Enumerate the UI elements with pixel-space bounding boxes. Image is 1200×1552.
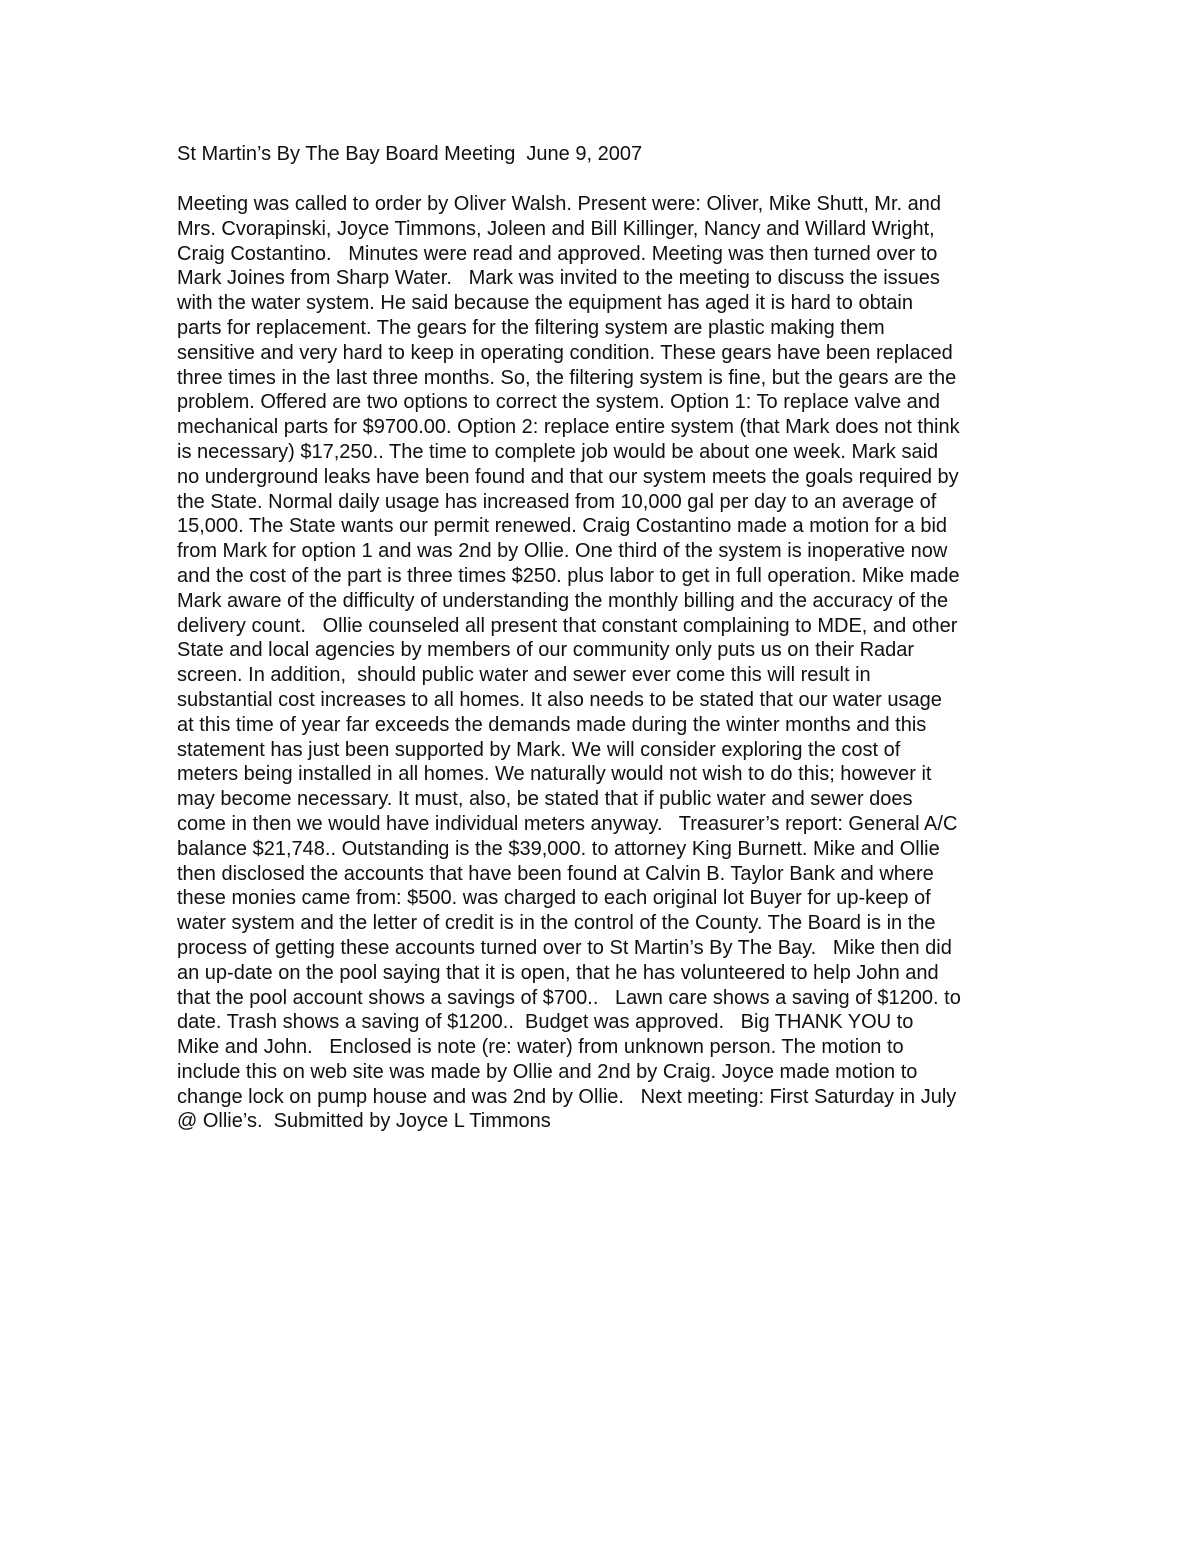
- body-text-line: State and local agencies by members of our community only puts us on their Radar: [177, 639, 915, 662]
- body-text-line: then disclosed the accounts that have been found at Calvin B. Taylor Bank and where: [177, 862, 934, 885]
- body-text-line: these monies came from: $500. was charged to each original lot Buyer for up-keep of: [177, 887, 931, 910]
- body-text-line: come in then we would have individual meters anyway. Treasurer’s report: General A/C: [177, 812, 958, 835]
- body-text-line: with the water system. He said because the equipment has aged it is hard to obtain: [177, 292, 913, 315]
- body-text-line: water system and the letter of credit is in the control of the County. The Board is in the: [177, 912, 936, 935]
- body-text-line: substantial cost increases to all homes. It also needs to be stated that our water usage: [177, 688, 942, 711]
- body-text-line: at this time of year far exceeds the demands made during the winter months and this: [177, 713, 927, 736]
- body-text-line: Mrs. Cvorapinski, Joyce Timmons, Joleen and Bill Killinger, Nancy and Willard Wright,: [177, 217, 935, 240]
- body-text-line: and the cost of the part is three times $250. plus labor to get in full operation. Mike made: [177, 564, 960, 587]
- body-text-line: problem. Offered are two options to correct the system. Option 1: To replace valve and: [177, 391, 940, 414]
- meeting-minutes-body: [177, 192, 1037, 1134]
- body-text-line: Mark Joines from Sharp Water. Mark was invited to the meeting to discuss the issues: [177, 267, 940, 290]
- body-text-line: delivery count. Ollie counseled all present that constant complaining to MDE, and other: [177, 614, 958, 637]
- body-text-line: include this on web site was made by Ollie and 2nd by Craig. Joyce made motion to: [177, 1060, 918, 1083]
- body-text-line: that the pool account shows a savings of $700.. Lawn care shows a saving of $1200. to: [177, 986, 961, 1009]
- body-text-line: three times in the last three months. So, the filtering system is fine, but the gears are the: [177, 366, 957, 389]
- body-text-line: is necessary) $17,250.. The time to complete job would be about one week. Mark said: [177, 440, 939, 463]
- body-text-line: Craig Costantino. Minutes were read and approved. Meeting was then turned over to: [177, 242, 938, 265]
- body-text-line: @ Ollie’s. Submitted by Joyce L Timmons: [177, 1110, 551, 1133]
- body-text-line: mechanical parts for $9700.00. Option 2: replace entire system (that Mark does not think: [177, 416, 960, 439]
- body-text-line: sensitive and very hard to keep in operating condition. These gears have been replaced: [177, 341, 953, 364]
- body-text-line: Mark aware of the difficulty of understanding the monthly billing and the accuracy of the: [177, 589, 949, 612]
- body-text-line: may become necessary. It must, also, be stated that if public water and sewer does: [177, 788, 913, 811]
- document-title: St Martin’s By The Bay Board Meeting June 9, 2007: [177, 143, 643, 165]
- body-text-line: date. Trash shows a saving of $1200.. Budget was approved. Big THANK YOU to: [177, 1011, 914, 1034]
- body-text-line: from Mark for option 1 and was 2nd by Ollie. One third of the system is inoperative now: [177, 540, 948, 563]
- body-text-line: screen. In addition, should public water and sewer ever come this will result in: [177, 664, 871, 687]
- body-text-line: process of getting these accounts turned over to St Martin’s By The Bay. Mike then did: [177, 936, 952, 959]
- body-text-line: meters being installed in all homes. We naturally would not wish to do this; however it: [177, 763, 932, 786]
- body-text-line: change lock on pump house and was 2nd by Ollie. Next meeting: First Saturday in July: [177, 1085, 957, 1108]
- body-text-line: Meeting was called to order by Oliver Walsh. Present were: Oliver, Mike Shutt, Mr. and: [177, 193, 942, 215]
- body-text-line: Mike and John. Enclosed is note (re: water) from unknown person. The motion to: [177, 1036, 904, 1059]
- body-text-line: no underground leaks have been found and that our system meets the goals required by: [177, 465, 959, 488]
- body-text-line: statement has just been supported by Mark. We will consider exploring the cost of: [177, 738, 901, 761]
- body-text-line: 15,000. The State wants our permit renewed. Craig Costantino made a motion for a bid: [177, 515, 948, 538]
- body-text-line: parts for replacement. The gears for the filtering system are plastic making them: [177, 316, 885, 339]
- body-text-line: balance $21,748.. Outstanding is the $39,000. to attorney King Burnett. Mike and Ollie: [177, 837, 940, 860]
- body-text-line: the State. Normal daily usage has increased from 10,000 gal per day to an average of: [177, 490, 937, 513]
- body-text-line: an up-date on the pool saying that it is open, that he has volunteered to help John and: [177, 961, 939, 984]
